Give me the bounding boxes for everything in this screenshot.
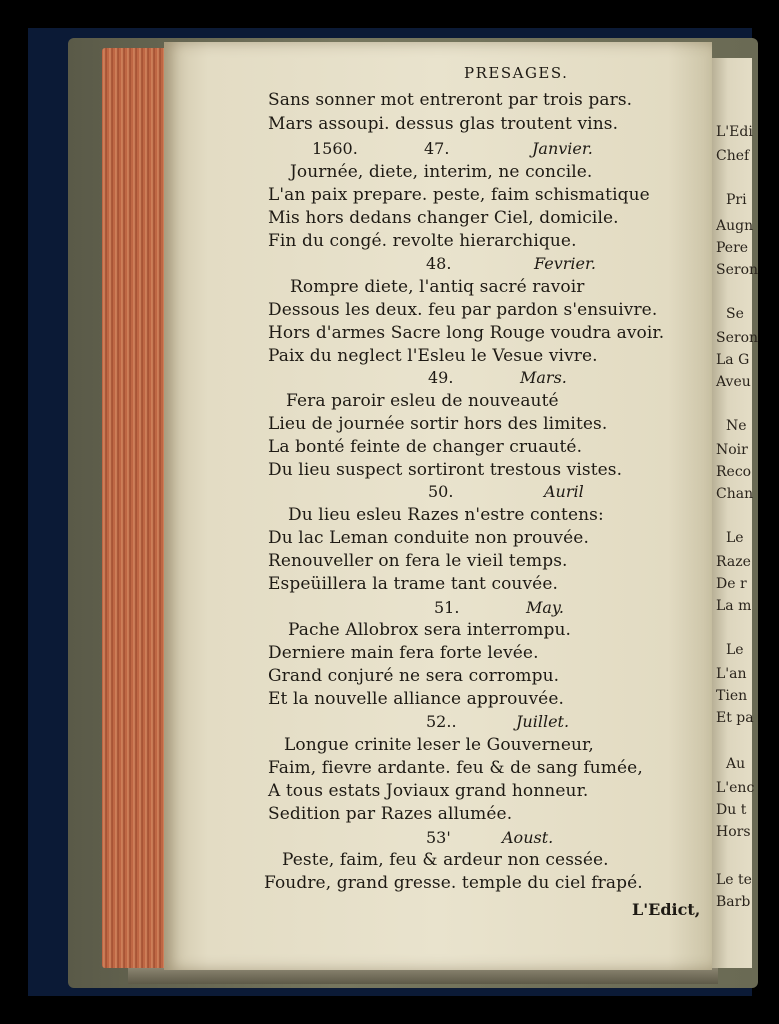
quatrain-number: 48. [426,254,452,273]
facing-fragment: Seron [716,330,759,346]
facing-fragment: Raze [716,554,751,570]
facing-fragment: Seron [716,262,759,278]
facing-fragment: Au [726,756,746,772]
verse-line: Derniere main fera forte levée. [268,643,539,663]
facing-fragment: Chef [716,148,750,164]
facing-fragment: Barb [716,894,751,910]
facing-fragment: Ne [726,418,747,434]
facing-fragment: Le te [716,872,752,888]
verse-line: Sans sonner mot entreront par trois pars. [268,90,633,110]
verse-line: Mars assoupi. dessus glas troutent vins. [268,114,619,134]
facing-fragment: Chan [716,486,754,502]
facing-fragment: Et pa [716,710,754,726]
verse-line: Et la nouvelle alliance approuvée. [268,689,565,709]
verse-line: Du lac Leman conduite non prouvée. [268,528,589,548]
facing-fragment: Se [726,306,744,322]
year: 1560. [312,139,358,158]
verse-line: Grand conjuré ne sera corrompu. [268,666,560,686]
verse-line: Rompre diete, l'antiq sacré ravoir [290,277,585,297]
facing-fragment: L'enc [716,780,755,796]
month-heading: Janvier. [532,139,593,158]
facing-fragment: La m [716,598,752,614]
verse-line: Sedition par Razes allumée. [268,804,513,824]
verse-line: Pache Allobrox sera interrompu. [288,620,572,640]
facing-fragment: Le [726,530,744,546]
verse-line: Peste, faim, feu & ardeur non cessée. [282,850,609,870]
quatrain-number: 50. [428,482,454,501]
verse-line: A tous estats Joviaux grand honneur. [268,781,589,801]
facing-fragment: Pri [726,192,747,208]
verse-line: Espeüillera la trame tant couvée. [268,574,559,594]
verse-line: L'an paix prepare. peste, faim schismatique [268,185,650,205]
facing-fragment: L'Edi [716,124,753,140]
verse-line: La bonté feinte de changer cruauté. [268,437,583,457]
verse-line: Lieu de journée sortir hors des limites. [268,414,608,434]
facing-page [712,58,759,968]
verse-line: Du lieu suspect sortiront trestous vistes. [268,460,623,480]
verse-line: Fera paroir esleu de nouveauté [286,391,559,411]
quatrain-number: 52.. [426,712,457,731]
facing-fragment: Aveu [716,374,751,390]
facing-fragment: Du t [716,802,747,818]
verse-line: Journée, diete, interim, ne concile. [290,162,593,182]
facing-fragment: De r [716,576,747,592]
verse-line: Hors d'armes Sacre long Rouge voudra avoir. [268,323,665,343]
verse-line: Longue crinite leser le Gouverneur, [284,735,594,755]
facing-fragment: Le [726,642,744,658]
running-head: PRESAGES. [464,64,569,82]
book-bottom-edge [128,968,718,984]
month-heading: May. [526,598,564,617]
quatrain-number: 53' [426,828,451,847]
month-heading: Fevrier. [534,254,596,273]
page-edges [102,48,172,968]
verse-line: Mis hors dedans changer Ciel, domicile. [268,208,619,228]
facing-fragment: La G [716,352,750,368]
verse-line: Du lieu esleu Razes n'estre contens: [288,505,604,525]
month-heading: Juillet. [516,712,570,731]
quatrain-number: 49. [428,368,454,387]
facing-fragment: L'an [716,666,747,682]
verse-line: Foudre, grand gresse. temple du ciel frapé. [264,873,643,893]
month-heading: Mars. [520,368,567,387]
facing-fragment: Pere [716,240,749,256]
facing-fragment: Hors [716,824,751,840]
verse-line: Dessous les deux. feu par pardon s'ensuivre. [268,300,658,320]
facing-fragment: Reco [716,464,752,480]
verse-line: Paix du neglect l'Esleu le Vesue vivre. [268,346,598,366]
scan-frame [28,28,759,996]
page-text [164,42,712,970]
quatrain-number: 47. [424,139,450,158]
month-heading: Aoust. [502,828,554,847]
book-page [164,42,712,970]
verse-line: Fin du congé. revolte hierarchique. [268,231,577,251]
verse-line: Renouveller on fera le vieil temps. [268,551,568,571]
quatrain-number: 51. [434,598,460,617]
month-heading: Auril [544,482,584,501]
catchword: L'Edict, [632,900,701,919]
verse-line: Faim, fievre ardante. feu & de sang fumée, [268,758,643,778]
facing-fragment: Noir [716,442,748,458]
facing-fragment: Augn [716,218,754,234]
facing-fragment: Tien [716,688,748,704]
